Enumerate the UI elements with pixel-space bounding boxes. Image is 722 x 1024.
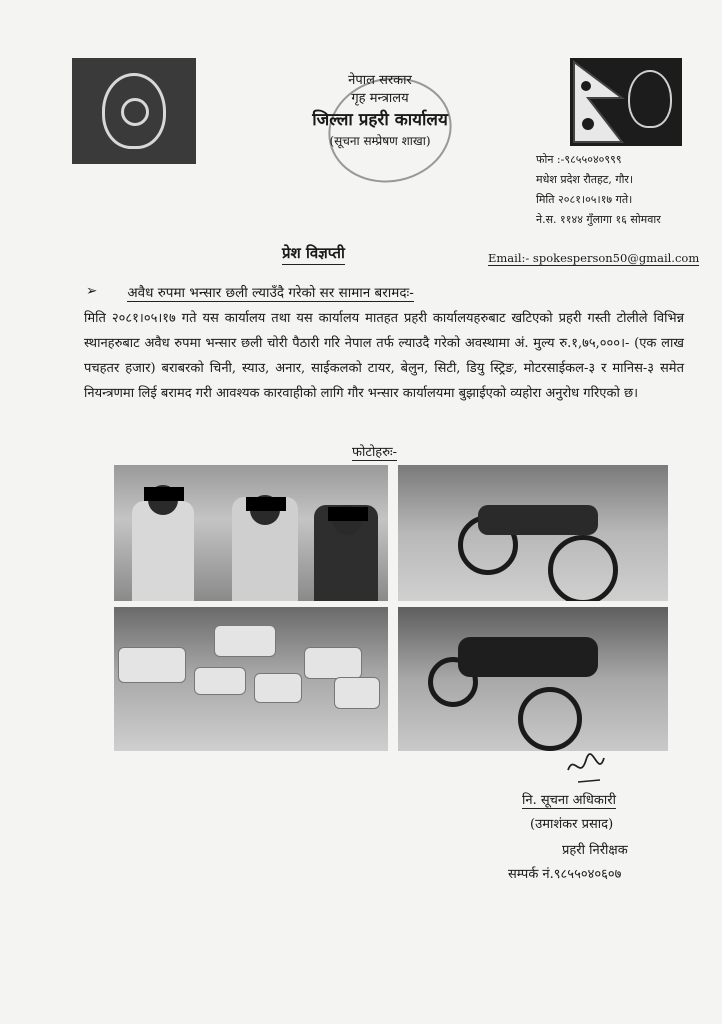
header-section: (सूचना सम्प्रेषण शाखा): [329, 134, 431, 148]
emblem-icon: [628, 70, 672, 128]
photo-seized-goods: [114, 607, 388, 751]
office-header: [300, 72, 460, 150]
photo-motorcycle-1: [398, 465, 668, 601]
bullet-arrow-icon: ➢: [86, 283, 98, 299]
header-office: जिल्ला प्रहरी कार्यालय: [312, 110, 448, 130]
contact-address: मधेश प्रदेश रौतहट, गौर।: [536, 173, 634, 186]
signature-mark: [560, 750, 610, 786]
signatory-rank: प्रहरी निरीक्षक: [562, 843, 628, 858]
emblem-icon: [102, 73, 166, 149]
page-title: प्रेश विज्ञप्ती: [282, 243, 345, 265]
email-address: Email:- spokesperson50@gmail.com: [488, 251, 700, 265]
photo-detained-persons: [114, 465, 388, 601]
photo-motorcycle-2: [398, 607, 668, 751]
signatory-title: नि. सूचना अधिकारी: [522, 790, 616, 809]
header-ministry: गृह मन्त्रालय: [351, 91, 409, 106]
header-government: नेपाल सरकार: [348, 73, 412, 88]
body-paragraph: मिति २०८१।०५।१७ गते यस कार्यालय तथा यस कार्यालय मातहत प्रहरी कार्यालयहरुबाट खटिएको प्रहरी गस्ती टोलीले विभिन्न स्थानहरुबाट अवैध रुपमा भन्सार छली चोरी पैठारी गरि नेपाल तर्फ ल्याउदै गरेको अवस्थामा अं. मुल्य रु.१,७५,०००।- (एक लाख पचहतर हजार) बराबरको चिनी, स्याउ, अनार, साईकलको टायर, बेलुन, सिटी, डियु स्ट्रिङ, मोटरसाईकल-३ र मानिस-३ समेत नियन्त्रणमा लिई बरामद गरी आवश्यक कारवाहीको लागि गौर भन्सार कार्यालयमा बुझाईएको व्यहोरा अनुरोध गरिएको छ।: [84, 311, 684, 401]
subject-line: [86, 283, 414, 302]
signatory-name: (उमाशंकर प्रसाद): [530, 817, 614, 832]
contact-nepal-sambat: ने.स. ११४४ गुँलागा १६ सोमवार: [536, 213, 661, 226]
photos-label: फोटोहरुः-: [352, 442, 397, 461]
contact-block: [536, 150, 661, 230]
contact-phone: फोन :-९८५५०४०९९९: [536, 153, 622, 166]
contact-date: मिति २०८१।०५।१७ गते।: [536, 193, 633, 206]
nepal-flag-icon: [570, 58, 630, 146]
signatory-phone: सम्पर्क नं.९८५५०४०६०७: [508, 867, 622, 882]
nepal-flag-logo: [570, 58, 682, 146]
police-emblem-logo: [72, 58, 196, 164]
subject-text: अवैध रुपमा भन्सार छली ल्याउँदै गरेको सर सामान बरामदः-: [127, 285, 414, 301]
